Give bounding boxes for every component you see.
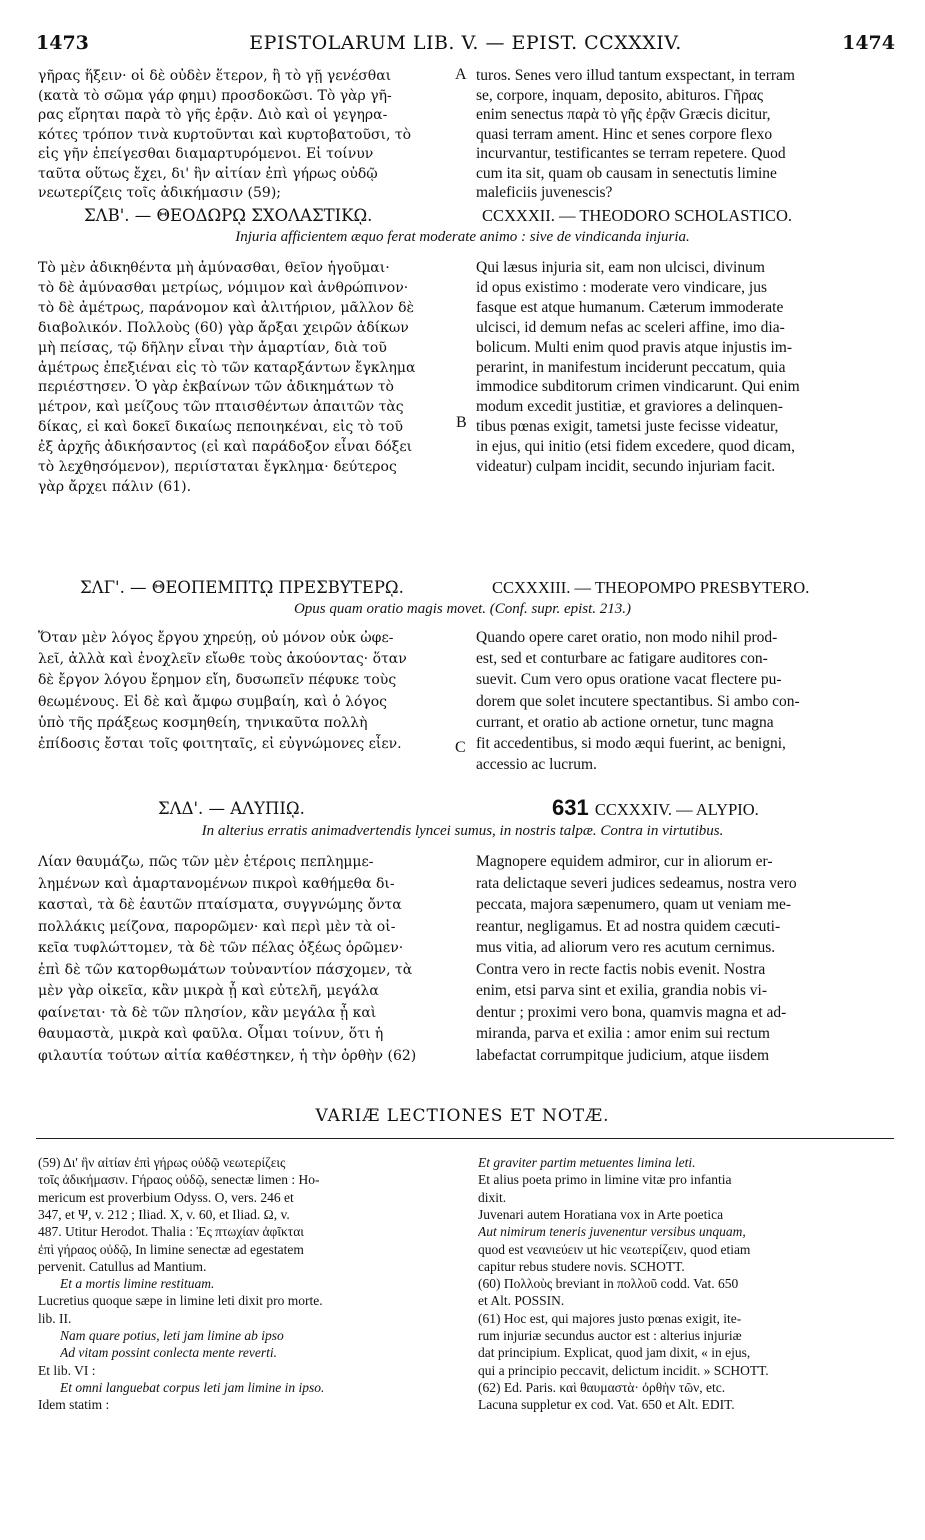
greek-line: θαυμαστὰ, μικρὰ καὶ φαῦλα. Οἶμαι τοίνυν, ὅτι ἡ (38, 1026, 384, 1042)
latin-epistle-title: CCXXXII. — THEODORO SCHOLASTICO. (482, 206, 792, 225)
latin-line: peccata, majora sæpenumero, quam ut veniam me- (476, 896, 792, 913)
latin-line: quasi terram ament. Hinc et senes corpore flexo (476, 125, 773, 143)
latin-line: Contra vero in recte factis nobis evenit. Nostra (476, 960, 766, 978)
greek-line: τὸ λεχθησόμενον), περιίσταται ἔγκλημα· δεύτερος (38, 459, 397, 475)
latin-line: accessio ac lucrum. (476, 756, 597, 774)
latin-line: fasque est atque humanum. Cæterum immoderate (476, 298, 784, 316)
latin-line: enim senectus παρὰ τὸ γῆς ἐρᾷν Græcis dicitur, (476, 106, 771, 123)
greek-line: δὲ ἔργον λόγου ἔρημον εἴη, δυσωπεῖν πέφυκε τοὺς (38, 672, 397, 689)
running-header (36, 32, 895, 60)
latin-line: Qui læsus injuria sit, eam non ulcisci, divinum (476, 259, 765, 276)
greek-line: (κατὰ τὸ σῶμα γάρ φημι) προσδοκῶσι. Τὸ γὰρ γῆ- (38, 87, 392, 104)
note-line-right: capitur rebus studere novis. SCHOTT. (478, 1258, 685, 1274)
latin-line: Quando opere caret oratio, non modo nihil prod- (476, 629, 778, 646)
latin-line: incurvantur, testificantes se terram repetere. Quod (476, 145, 786, 162)
greek-line: ἀμέτρως ἐπεξιέναι εἰς τὸ τῶν καταρξάντων ἔγκλημα (38, 359, 416, 376)
greek-line: ἐπὶ δὲ τῶν κατορθωμάτων τοὐναντίον πάσχομεν, τὰ (38, 961, 413, 978)
greek-line: ταῦτα οὕτως ἔχει, δι' ἣν αἰτίαν ἐπὶ γήρως οὐδῷ (38, 165, 378, 182)
note-line-right: et Alt. POSSIN. (478, 1293, 565, 1309)
latin-line: reantur, negligamus. Et ad nostra quidem cæcuti- (476, 917, 781, 935)
greek-line: κότες τρόπον τινὰ κυρτοῦνται καὶ κυρτοβατοῦσι, τὸ (38, 126, 412, 143)
greek-epistle-title: ΣΛΒ'. — ΘΕΟΔΩΡῼ ΣΧΟΛΑΣΤΙΚῼ. (84, 206, 373, 225)
greek-line: λημένων καὶ ἁμαρτανομένων πικροὶ καθήμεθα δι- (38, 875, 395, 892)
greek-line: φαίνεται· τὰ δὲ τῶν πλησίον, κἂν μεγάλα ᾖ καὶ (38, 1004, 377, 1021)
latin-line: dentur ; proximi vero bona, quamvis magna et ad- (476, 1003, 787, 1021)
latin-line: modum excedit justitiæ, et graviores a delinquen- (476, 398, 783, 416)
note-line-left: Lucretius quoque sæpe in limine leti dixit pro morte. (38, 1293, 323, 1309)
latin-line: est, sed et conturbare ac fatigare auditores con- (476, 650, 768, 668)
note-line-right: Lacuna suppletur ex cod. Vat. 650 et Alt. EDIT. (478, 1397, 735, 1413)
note-line-left: Nam quare potius, leti jam limine ab ipso (60, 1328, 284, 1343)
latin-line: labefactat corrumpitque judicium, atque iisdem (476, 1046, 770, 1064)
epistle-subtitle: Injuria afficientem æquo ferat moderate animo : sive de vindicanda injuria. (235, 229, 690, 245)
page-number-right: 1474 (842, 32, 895, 54)
note-line-right: Juvenari autem Horatiana vox in Arte poetica (478, 1206, 724, 1222)
greek-line: γὰρ ἄρχει πάλιν (61). (38, 478, 192, 495)
note-line-left: ἐπὶ γήραος οὐδῷ, In limine senectæ ad egestatem (38, 1241, 304, 1257)
note-line-right: (61) Hoc est, qui majores justo pœnas exigit, ite- (478, 1310, 742, 1326)
note-line-left: mericum est proverbium Odyss. O, vers. 246 et (38, 1189, 294, 1205)
greek-line: ρας εἴρηται παρὰ τὸ γῆς ἐρᾷν. Διὸ καὶ οἱ γεγηρα- (38, 107, 388, 123)
note-line-left: lib. II. (38, 1310, 72, 1326)
greek-line: τὸ δὲ ἀμύνασθαι μετρίως, νόμιμον καὶ ἀνθρώπινον· (38, 279, 409, 296)
latin-line: turos. Senes vero illud tantum exspectant, in terram (476, 67, 795, 84)
page-number-left: 1473 (36, 32, 89, 54)
note-line-left: 487. Utitur Herodot. Thalia : Ἐς πτωχίαν ἀφῖκται (38, 1224, 304, 1240)
note-line-left: Et a mortis limine restituam. (60, 1276, 215, 1292)
latin-line: ulcisci, id demum nefas ac sceleri affine, imo dia- (476, 318, 785, 336)
greek-line: Λίαν θαυμάζω, πῶς τῶν μὲν ἑτέροις πεπλημμε- (38, 854, 374, 870)
margin-letter-b: B (456, 414, 467, 431)
latin-line: miranda, parva et exilia : amor enim sui rectum (476, 1025, 770, 1042)
greek-line: νεωτερίζεις τοῖς ἀδικήμασιν (59); (38, 185, 281, 201)
note-line-left: 347, et Ψ, v. 212 ; Iliad. X, v. 60, et Iliad. Ω, v. (38, 1206, 290, 1222)
greek-line: λεῖ, ἀλλὰ καὶ ἐνοχλεῖν εἴωθε τοὺς ἀκούοντας· ὅταν (38, 651, 407, 668)
note-line-right: dat principium. Explicat, quod jam dixit, « in ejus, (478, 1345, 751, 1361)
latin-line: dorem que solet incutere spectantibus. Si ambo con- (476, 692, 800, 710)
latin-line: fit accedentibus, si modo æqui fuerint, ac benigni, (476, 735, 786, 752)
notes-divider (36, 1138, 894, 1139)
note-line-right: (60) Πολλοὺς breviant in πολλοῦ codd. Vat. 650 (478, 1276, 739, 1292)
note-line-left: Idem statim : (38, 1397, 110, 1413)
latin-line: videatur) culpam incidit, secundo injuriam facit. (476, 458, 776, 475)
latin-line: Magnopere equidem admiror, cur in aliorum er- (476, 853, 773, 870)
greek-line: ἐξ ἀρχῆς ἀδικήσαντος (εἰ καὶ παράδοξον εἶναι δόξει (38, 439, 413, 456)
latin-line: currant, et oratio ab actione ornetur, tunc magna (476, 713, 774, 731)
latin-epistle-title-text: CCXXXIV. — ALYPIO. (594, 800, 759, 819)
note-line-right: Aut nimirum teneris juvenentur versibus unquam, (478, 1224, 746, 1240)
note-line-left: Et omni languebat corpus leti jam limine in ipso. (60, 1379, 325, 1395)
note-line-left: τοῖς ἀδικήμασιν. Γήραος οὐδῷ, senectæ limen : Ho- (38, 1172, 320, 1188)
greek-line: Τὸ μὲν ἀδικηθέντα μὴ ἀμύνασθαι, θεῖον ἡγοῦμαι· (38, 260, 390, 276)
greek-line: μὴ πείσας, τῷ δῆλην εἶναι τὴν ἁμαρτίαν, διὰ τοῦ (38, 339, 387, 356)
note-line-left: pervenit. Catullus ad Mantium. (38, 1258, 207, 1274)
margin-letter-a: A (455, 66, 467, 83)
greek-line: πολλάκις μείζονα, παρορῶμεν· καὶ περὶ μὲν τὰ οἰ- (38, 918, 396, 935)
greek-epistle-title: ΣΛΔ'. — ΑΛΥΠΙῼ. (158, 799, 305, 818)
note-line-right: (62) Ed. Paris. καὶ θαυμαστὰ· ὀρθὴν τῶν, etc. (478, 1379, 726, 1395)
running-title: EPISTOLARUM LIB. V. — EPIST. CCXXXIV. (249, 32, 682, 54)
column-number: 631 (552, 795, 595, 820)
notes-title: VARIÆ LECTIONES ET NOTÆ. (315, 1106, 610, 1126)
latin-line: maleficiis juvenescis? (476, 184, 613, 201)
note-line-right: Et graviter partim metuentes limina leti. (478, 1155, 696, 1170)
greek-line: διαβολικόν. Πολλοὺς (60) γὰρ ἄρξαι χειρῶν ἀδίκων (38, 319, 409, 336)
note-line-right: rum injuriæ secundus auctor est : alterius injuriæ (478, 1328, 742, 1343)
latin-line: suevit. Cum vero opus oratione vacat flectere pu- (476, 671, 782, 689)
latin-line: se, corpore, inquam, deposito, abituros. Γῆρας (476, 86, 764, 104)
latin-line: cum ita sit, quam ob causam in senectutis limine (476, 164, 777, 182)
note-line-right: qui a principio peccavit, delictum incidit. » SCHOTT. (478, 1362, 769, 1378)
latin-line: in ejus, qui initio (etsi fidem excedere, quod dicam, (476, 438, 795, 456)
greek-line: μὲν γὰρ οἰκεῖα, κἂν μικρὰ ᾖ καὶ εὐτελῆ, μεγάλα (38, 983, 379, 999)
latin-epistle-title (552, 795, 759, 821)
greek-line: περιέστησεν. Ὁ γὰρ ἐκβαίνων τῶν ἀδικημάτων τὸ (38, 379, 394, 396)
greek-epistle-title: ΣΛΓ'. — ΘΕΟΠΕΜΠΤῼ ΠΡΕΣΒΥΤΕΡῼ. (80, 578, 404, 597)
latin-line: immodice subditorum crimen vindicarunt. Qui enim (476, 378, 800, 396)
note-line-left: Ad vitam possint conlecta mente reverti. (60, 1345, 277, 1361)
latin-line: id opus existimo : moderate vero vindicare, jus (476, 278, 767, 296)
greek-line: εἰς γῆν ἐπείγεσθαι διαμαρτυρόμενοι. Εἰ τοίνυν (38, 146, 374, 162)
note-line-left: (59) Δι' ἣν αἰτίαν ἐπὶ γήρως οὐδῷ νεωτερίζεις (38, 1155, 286, 1170)
greek-line: θεωμένους. Εἰ δὲ καὶ ἄμφω συμβαίη, καὶ ὁ λόγος (38, 693, 388, 710)
latin-line: enim, etsi parva sint et exilia, grandia nobis vi- (476, 982, 767, 999)
greek-line: δίκας, εἰ καὶ δοκεῖ δικαίως πεποιηκέναι, εἰς τὸ τοῦ (38, 419, 403, 436)
greek-line: φιλαυτία τούτων αἰτία καθέστηκεν, ἡ τὴν ὀρθὴν (62) (38, 1047, 417, 1064)
greek-line: γῆρας ἥξειν· οἱ δὲ οὐδὲν ἕτερον, ἢ τὸ γῇ γενέσθαι (38, 68, 392, 84)
latin-line: rata delictaque severi judices sedeamus, nostra vero (476, 874, 797, 892)
margin-letter-c: C (455, 739, 466, 756)
epistle-subtitle: In alterius erratis animadvertendis lyncei sumus, in nostris talpæ. Contra in virtutibus. (201, 823, 724, 839)
greek-line: ὑπὸ τῆς πράξεως κοσμηθείη, τηνικαῦτα πολλὴ (38, 714, 368, 731)
latin-line: perarint, in manifestum inciderunt peccatum, quia (476, 358, 786, 376)
greek-line: ἐπίδοσις ἔσται τοῖς φοιτηταῖς, εἰ εὐγνώμονες εἶεν. (38, 736, 402, 752)
latin-line: bolicum. Multi enim quod pravis atque injustis im- (476, 338, 793, 356)
latin-line: tibus pœnas exigit, tametsi juste fecisse videatur, (476, 418, 779, 436)
note-line-left: Et lib. VI : (38, 1362, 96, 1378)
epistle-subtitle: Opus quam oratio magis movet. (Conf. supr. epist. 213.) (293, 601, 632, 617)
note-line-right: quod est νεανιεύειν ut hic νεωτερίζειν, quod etiam (478, 1241, 751, 1257)
note-line-right: Et alius poeta primo in limine vitæ pro infantia (478, 1172, 732, 1188)
greek-line: κεῖα τυφλώττομεν, τὰ δὲ τῶν πέλας ὀξέως ὁρῶμεν· (38, 940, 404, 956)
latin-line: mus vitia, ad aliorum vero res acutum cernimus. (476, 939, 776, 956)
note-line-right: dixit. (478, 1189, 507, 1205)
greek-line: τὸ δὲ ἀμέτρως, παράνομον καὶ ἀλιτήριον, μᾶλλον δὲ (38, 299, 415, 316)
greek-line: κασταὶ, τὰ δὲ ἑαυτῶν πταίσματα, συγγνώμης ὄντα (38, 897, 402, 913)
latin-epistle-title: CCXXXIII. — THEOPOMPO PRESBYTERO. (492, 578, 810, 597)
greek-line: Ὅταν μὲν λόγος ἔργου χηρεύῃ, οὐ μόνον οὐκ ὠφε- (38, 630, 394, 646)
greek-line: μέτρον, καὶ μείζους τῶν πταισθέντων ἀπαιτῶν τὰς (38, 399, 404, 416)
